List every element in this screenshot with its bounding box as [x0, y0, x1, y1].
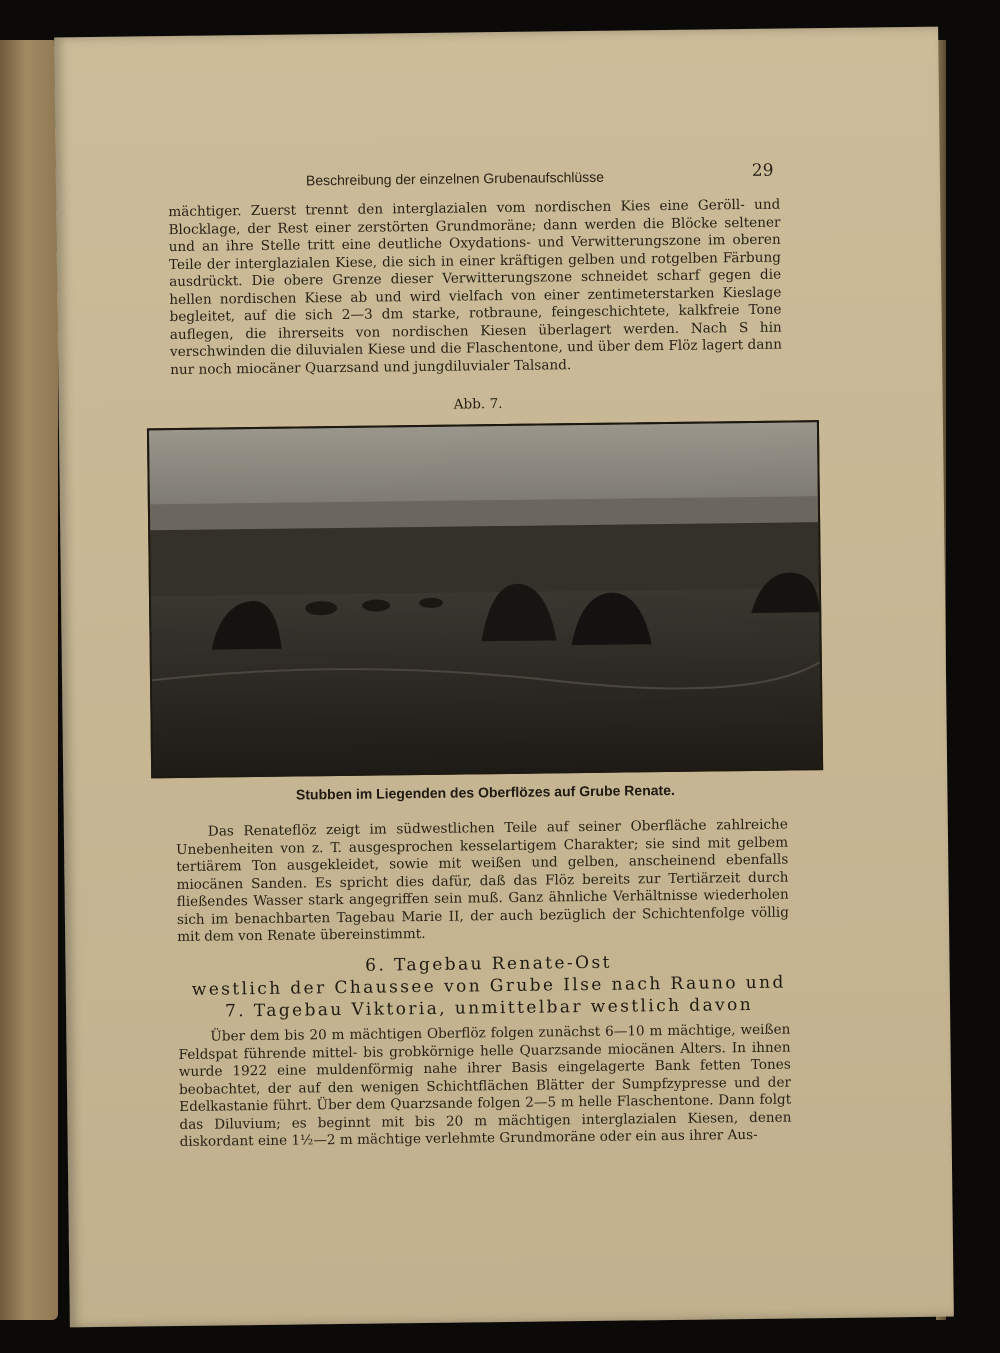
figure-label: Abb. 7.	[453, 395, 503, 413]
section-heading-6-subtitle: westlich der Chaussee von Grube Ilse nach Rauno und	[191, 972, 786, 1000]
photo-landscape	[149, 422, 821, 776]
book-page	[54, 27, 954, 1328]
figure-photo	[147, 420, 823, 778]
page-number: 29	[751, 160, 774, 181]
section-heading-7: 7. Tagebau Viktoria, unmittelbar westlich davon	[224, 994, 754, 1022]
section-heading-6: 6. Tagebau Renate-Ost	[365, 952, 612, 976]
figure-caption: Stubben im Liegenden des Oberflözes auf Grube Renate.	[295, 781, 675, 803]
paragraph-renate-ost: Über dem bis 20 m mächtigen Oberflöz folgen zunächst 6—10 m mächtige, weißen Feldspat führende mittel- bis grobkörnige helle Quarzsande miocänen Alters. In ihnen wurde 1922 eine muldenförmig nahe ihrer Basis eingelagerte Bank fetten Tones beobachtet, der auf den wenigen Schichtflächen Blätter der Sumpfzypresse und der Edelkastanie führt. Über dem Quarzsande folgen 2—5 m helle Flaschentone. Dann folgt das Diluvium; es beginnt mit bis 20 m mächtigen interglazialen Kiesen, denen diskordant eine 1½—2 m mächtige verlehmte Grundmoräne oder ein aus ihrer Aus-	[178, 1021, 792, 1150]
running-title: Beschreibung der einzelnen Grubenaufschlüsse	[305, 168, 605, 189]
quarry-wall-lower	[150, 522, 819, 600]
sky	[149, 422, 818, 510]
paragraph-intro: mächtiger. Zuerst trennt den interglazialen vom nordischen Kies eine Geröll- und Blocklage, der Rest einer zerstörten Grundmoräne; dann werden die Blöcke seltener und an ihre Stelle tritt eine deutliche Oxydations- und Verwitterungszone im oberen Teile der interglazialen Kiese, die sich in einer kräftigen gelben und rotgelben Färbung ausdrückt. Die obere Grenze dieser Verwitterungszone schneidet scharf gegen die hellen nordischen Kiese ab und wird vielfach von einer zentimeterstarken Kieslage begleitet, auf die sich 2—3 dm starke, rotbraune, feingeschichtete, kalkfreie Tone auflegen, die ihrerseits von nordischen Kiesen überlagert werden. Nach S hin verschwinden die diluvialen Kiese und die Flaschentone, und über dem Flöz lagert dann nur noch miocäner Quarzsand und jungdiluvialer Talsand.	[168, 196, 783, 378]
paragraph-renate: Das Renateflöz zeigt im südwestlichen Teile auf seiner Oberfläche zahlreiche Unebenheiten von z. T. ausgesprochen kesselartigem Charakter; sie sind mit gelbem tertiärem Ton ausgekleidet, sowie mit weißen und gelben, anscheinend ebenfalls miocänen Sanden. Es spricht dies dafür, daß das Flöz bereits zur Tertiärzeit durch fließendes Wasser stark angegriffen sein muß. Ganz ähnliche Verhältnisse wiederholen sich im benachbarten Tagebau Marie II, der auch bezüglich der Schichtenfolge völlig mit dem von Renate übereinstimmt.	[175, 816, 789, 946]
previous-page-edge	[0, 40, 58, 1320]
